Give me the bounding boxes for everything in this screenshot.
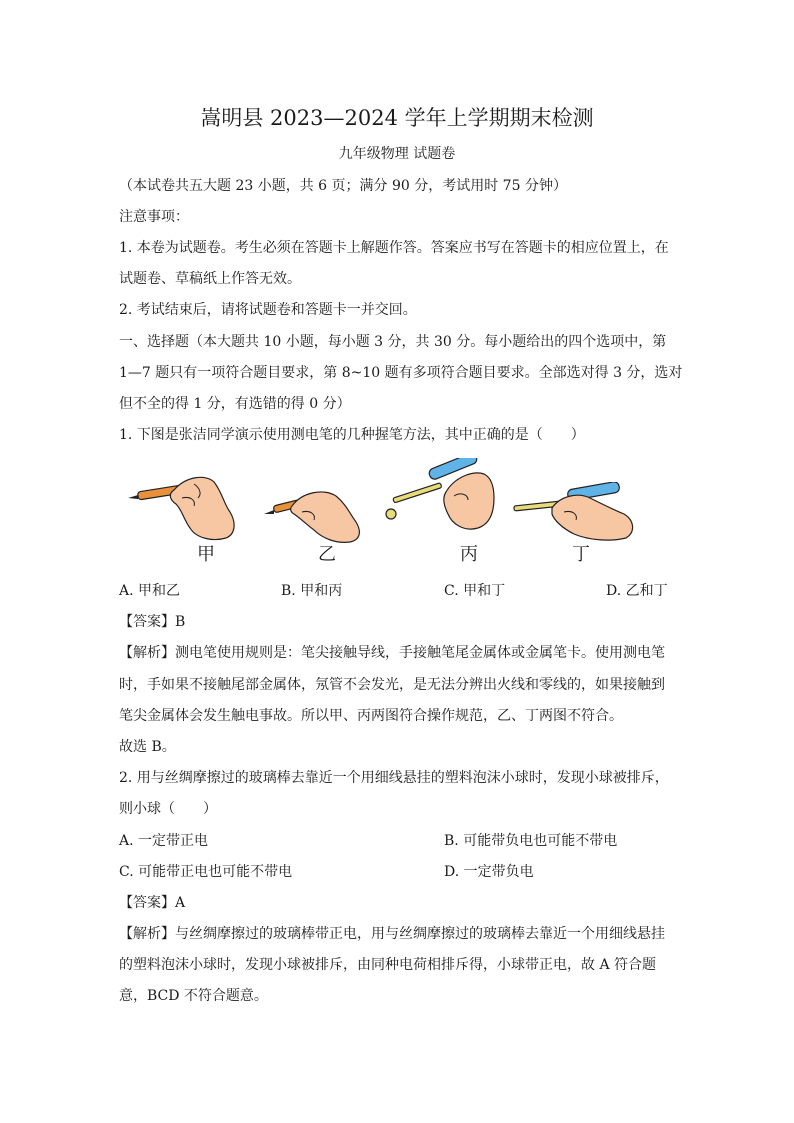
question-1-option-b: B. 甲和丙	[281, 583, 343, 599]
figure-yi-hand-holding-pen	[262, 478, 364, 544]
question-2-stem-line-2: 则小球（ ）	[119, 801, 217, 817]
question-2-answer: 【答案】A	[119, 895, 186, 911]
question-2-analysis-line-2: 的塑料泡沫小球时，发现小球被排斥，由同种电荷相排斥得，小球带正电，故 A 符合题	[119, 957, 657, 973]
figure-label-yi: 乙	[318, 544, 336, 565]
figure-bing-hand-holding-pen	[384, 458, 500, 532]
question-1-analysis-line-2: 时，手如果不接触尾部金属体，氖管不会发光，是无法分辨出火线和零线的，如果接触到	[119, 677, 665, 693]
section-1-line-2: 1—7 题只有一项符合题目要求，第 8~10 题有多项符合题目要求。全部选对得 3 分，选对	[119, 365, 683, 381]
notes-item-2: 2. 考试结束后，请将试题卷和答题卡一并交回。	[119, 302, 417, 318]
exam-info: （本试卷共五大题 23 小题，共 6 页；满分 90 分，考试用时 75 分钟）	[119, 178, 567, 194]
question-2-option-c: C. 可能带正电也可能不带电	[119, 864, 293, 880]
figure-jia-hand-holding-pen	[124, 468, 239, 544]
question-1-analysis-line-1: 【解析】测电笔使用规则是：笔尖接触导线，手接触笔尾金属体或金属笔卡。使用测电笔	[119, 645, 665, 661]
figure-label-jia: 甲	[197, 544, 215, 565]
figure-label-ding: 丁	[572, 544, 590, 565]
question-1-analysis-line-3: 笔尖金属体会发生触电事故。所以甲、丙两图符合操作规范，乙、丁两图不符合。	[119, 708, 623, 724]
question-2-option-a: A. 一定带正电	[119, 833, 209, 849]
question-1-option-d: D. 乙和丁	[606, 583, 668, 599]
notes-heading: 注意事项：	[119, 209, 189, 225]
page-title: 嵩明县 2023—2024 学年上学期期末检测	[200, 106, 594, 130]
figure-label-bing: 丙	[460, 544, 478, 565]
question-2-analysis-line-3: 意，BCD 不符合题意。	[119, 988, 268, 1004]
question-1-conclusion: 故选 B。	[119, 739, 176, 755]
question-1-option-c: C. 甲和丁	[444, 583, 506, 599]
section-1-line-3: 但不全的得 1 分，有选错的得 0 分）	[119, 396, 351, 412]
question-2-analysis-line-1: 【解析】与丝绸摩擦过的玻璃棒带正电，用与丝绸摩擦过的玻璃棒去靠近一个用细线悬挂	[119, 926, 665, 942]
section-1-line-1: 一、选择题（本大题共 10 小题，每小题 3 分，共 30 分。每小题给出的四个选项中，第	[119, 334, 667, 350]
figure-ding-hand-holding-pen	[512, 482, 638, 542]
question-2-option-b: B. 可能带负电也可能不带电	[444, 833, 618, 849]
question-2-option-d: D. 一定带负电	[444, 864, 534, 880]
notes-item-1-line-1: 1. 本卷为试题卷。考生必须在答题卡上解题作答。答案应书写在答题卡的相应位置上，在	[119, 240, 669, 256]
question-2-stem-line-1: 2. 用与丝绸摩擦过的玻璃棒去靠近一个用细线悬挂的塑料泡沫小球时，发现小球被排斥，	[119, 770, 669, 786]
question-1-answer: 【答案】B	[119, 614, 186, 630]
question-1-option-a: A. 甲和乙	[119, 583, 181, 599]
page-subtitle: 九年级物理 试题卷	[338, 146, 456, 162]
question-1-stem: 1. 下图是张洁同学演示使用测电笔的几种握笔方法，其中正确的是（ ）	[119, 427, 585, 443]
notes-item-1-line-2: 试题卷、草稿纸上作答无效。	[119, 271, 301, 287]
